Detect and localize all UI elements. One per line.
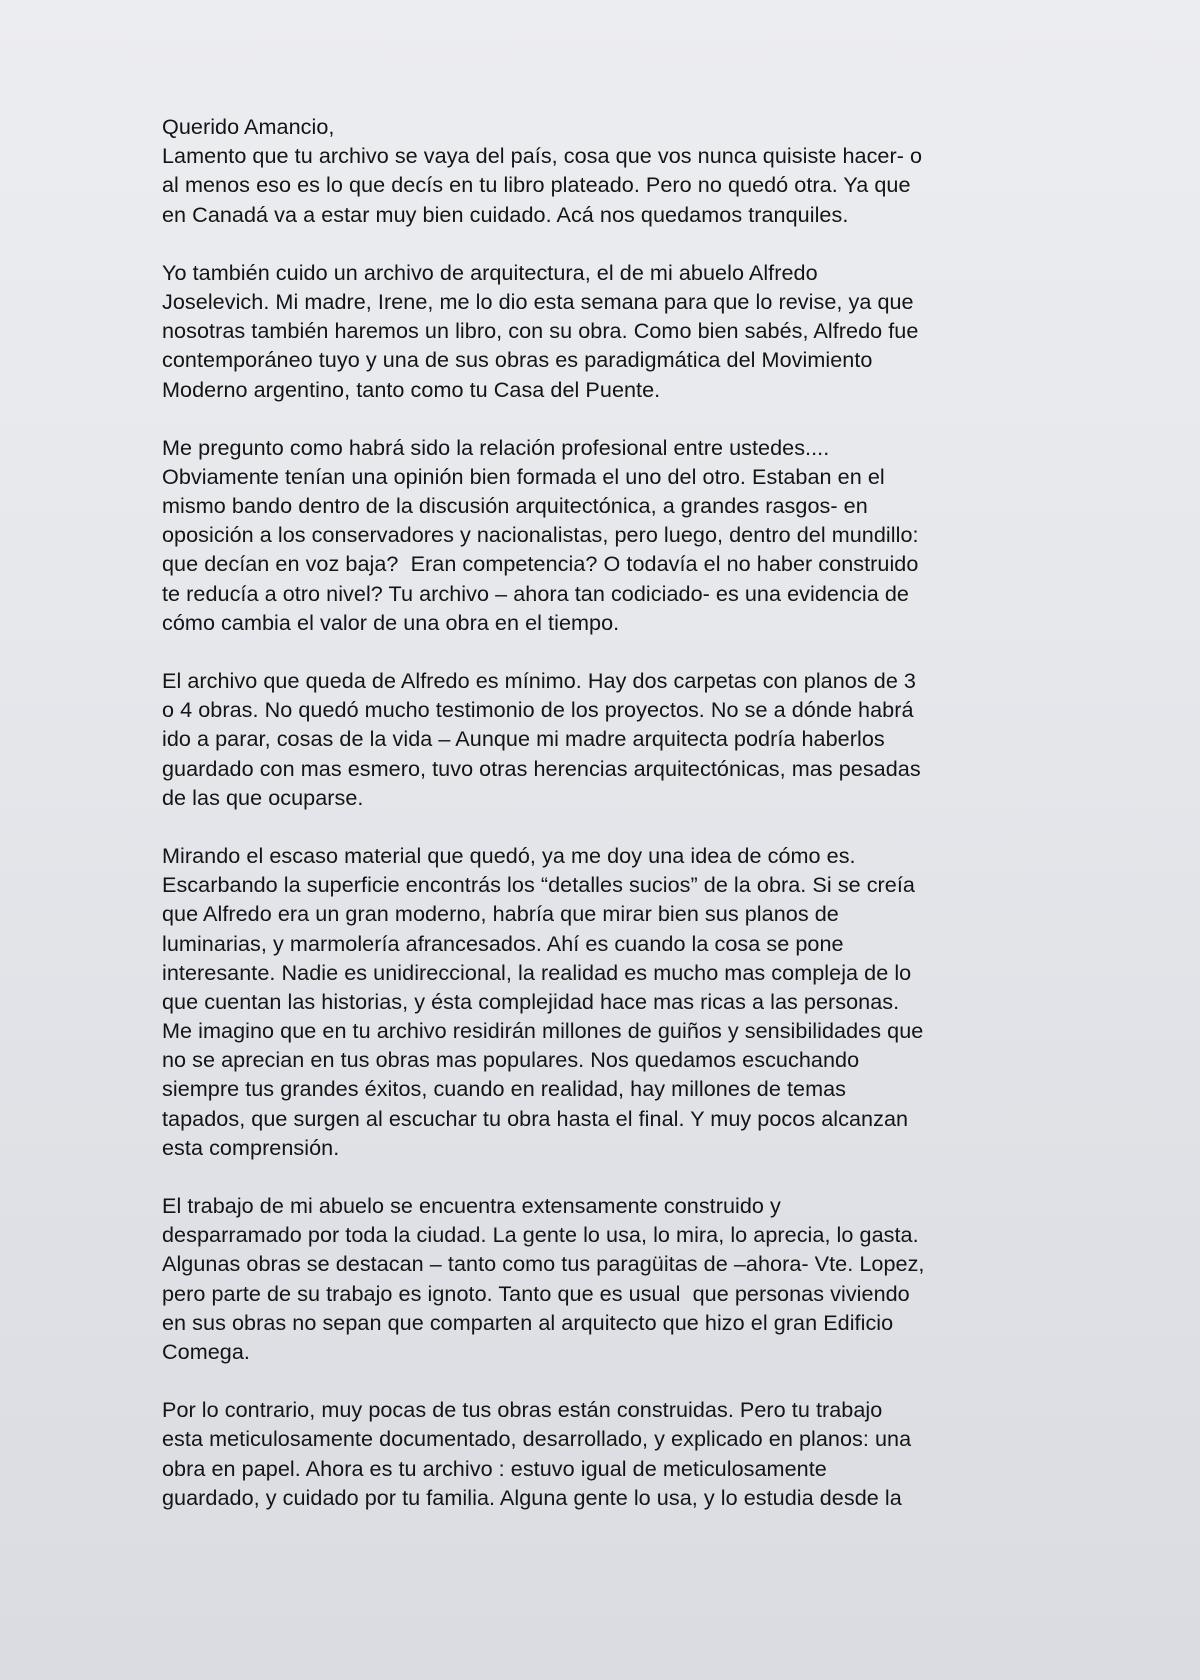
text-line: cómo cambia el valor de una obra en el tiempo. bbox=[162, 609, 620, 635]
letter-paragraph bbox=[162, 666, 1062, 812]
text-line: guardado, y cuidado por tu familia. Alguna gente lo usa, y lo estudia desde la bbox=[162, 1484, 902, 1510]
text-line: mismo bando dentro de la discusión arquitectónica, a grandes rasgos- en bbox=[162, 493, 868, 519]
text-line: al menos eso es lo que decís en tu libro plateado. Pero no quedó otra. Ya que bbox=[162, 172, 911, 198]
text-line: oposición a los conservadores y nacionalistas, pero luego, dentro del mundillo: bbox=[162, 522, 919, 548]
text-line: en Canadá va a estar muy bien cuidado. Acá nos quedamos tranquiles. bbox=[162, 201, 849, 227]
text-line: Mirando el escaso material que quedó, ya me doy una idea de cómo es. bbox=[162, 842, 856, 868]
text-line: Yo también cuido un archivo de arquitectura, el de mi abuelo Alfredo bbox=[162, 259, 818, 285]
text-line: guardado con mas esmero, tuvo otras herencias arquitectónicas, mas pesadas bbox=[162, 755, 921, 781]
text-line: desparramado por toda la ciudad. La gente lo usa, lo mira, lo aprecia, lo gasta. bbox=[162, 1222, 919, 1248]
text-line: que cuentan las historias, y ésta complejidad hace mas ricas a las personas. bbox=[162, 988, 900, 1014]
text-line: que Alfredo era un gran moderno, habría que mirar bien sus planos de bbox=[162, 901, 839, 927]
text-line: obra en papel. Ahora es tu archivo : estuvo igual de meticulosamente bbox=[162, 1455, 827, 1481]
text-line: Obviamente tenían una opinión bien formada el uno del otro. Estaban en el bbox=[162, 463, 885, 489]
text-line: siempre tus grandes éxitos, cuando en realidad, hay millones de temas bbox=[162, 1076, 847, 1102]
text-line: pero parte de su trabajo es ignoto. Tanto que es usual que personas viviendo bbox=[162, 1280, 910, 1306]
text-line: en sus obras no sepan que comparten al arquitecto que hizo el gran Edificio bbox=[162, 1309, 894, 1335]
text-line: Por lo contrario, muy pocas de tus obras están construidas. Pero tu trabajo bbox=[162, 1397, 883, 1423]
text-line: Me imagino que en tu archivo residirán millones de guiños y sensibilidades que bbox=[162, 1018, 924, 1044]
text-line: Moderno argentino, tanto como tu Casa del Puente. bbox=[162, 376, 661, 402]
text-line: luminarias, y marmolería afrancesados. Ahí es cuando la cosa se pone bbox=[162, 930, 844, 956]
text-line: de las que ocuparse. bbox=[162, 784, 364, 810]
letter-paragraph bbox=[162, 1191, 1062, 1366]
text-line: esta comprensión. bbox=[162, 1134, 340, 1160]
text-line: tapados, que surgen al escuchar tu obra hasta el final. Y muy pocos alcanzan bbox=[162, 1105, 909, 1131]
letter-paragraph bbox=[162, 141, 1062, 229]
text-line: Algunas obras se destacan – tanto como tus paragüitas de –ahora- Vte. Lopez, bbox=[162, 1251, 925, 1277]
text-line: contemporáneo tuyo y una de sus obras es paradigmática del Movimiento bbox=[162, 347, 873, 373]
text-line: Escarbando la superficie encontrás los “detalles sucios” de la obra. Si se creía bbox=[162, 872, 915, 898]
text-line: Joselevich. Mi madre, Irene, me lo dio esta semana para que lo revise, ya que bbox=[162, 288, 914, 314]
letter-greeting: Querido Amancio, bbox=[162, 114, 335, 139]
text-line: Lamento que tu archivo se vaya del país, cosa que vos nunca quisiste hacer- o bbox=[162, 143, 923, 169]
text-line: nosotras también haremos un libro, con su obra. Como bien sabés, Alfredo fue bbox=[162, 318, 919, 344]
letter-paragraph bbox=[162, 258, 1062, 404]
letter-paragraph bbox=[162, 841, 1062, 1162]
text-line: o 4 obras. No quedó mucho testimonio de los proyectos. No se a dónde habrá bbox=[162, 697, 914, 723]
text-line: Me pregunto como habrá sido la relación profesional entre ustedes.... bbox=[162, 434, 830, 460]
text-line: Comega. bbox=[162, 1338, 250, 1364]
text-line: esta meticulosamente documentado, desarrollado, y explicado en planos: una bbox=[162, 1426, 912, 1452]
letter-paragraph bbox=[162, 1395, 1062, 1512]
text-line: interesante. Nadie es unidireccional, la realidad es mucho mas compleja de lo bbox=[162, 959, 912, 985]
letter-paragraphs bbox=[162, 141, 1062, 1512]
letter-body bbox=[162, 112, 1062, 1512]
text-line: El archivo que queda de Alfredo es mínimo. Hay dos carpetas con planos de 3 bbox=[162, 668, 916, 693]
text-line: no se aprecian en tus obras mas populares. Nos quedamos escuchando bbox=[162, 1047, 860, 1073]
text-line: ido a parar, cosas de la vida – Aunque mi madre arquitecta podría haberlos bbox=[162, 726, 885, 752]
text-line: que decían en voz baja? Eran competencia? O todavía el no haber construido bbox=[162, 551, 919, 577]
letter-paragraph bbox=[162, 433, 1062, 637]
text-line: El trabajo de mi abuelo se encuentra extensamente construido y bbox=[162, 1193, 781, 1218]
text-line: te reducía a otro nivel? Tu archivo – ahora tan codiciado- es una evidencia de bbox=[162, 580, 909, 606]
